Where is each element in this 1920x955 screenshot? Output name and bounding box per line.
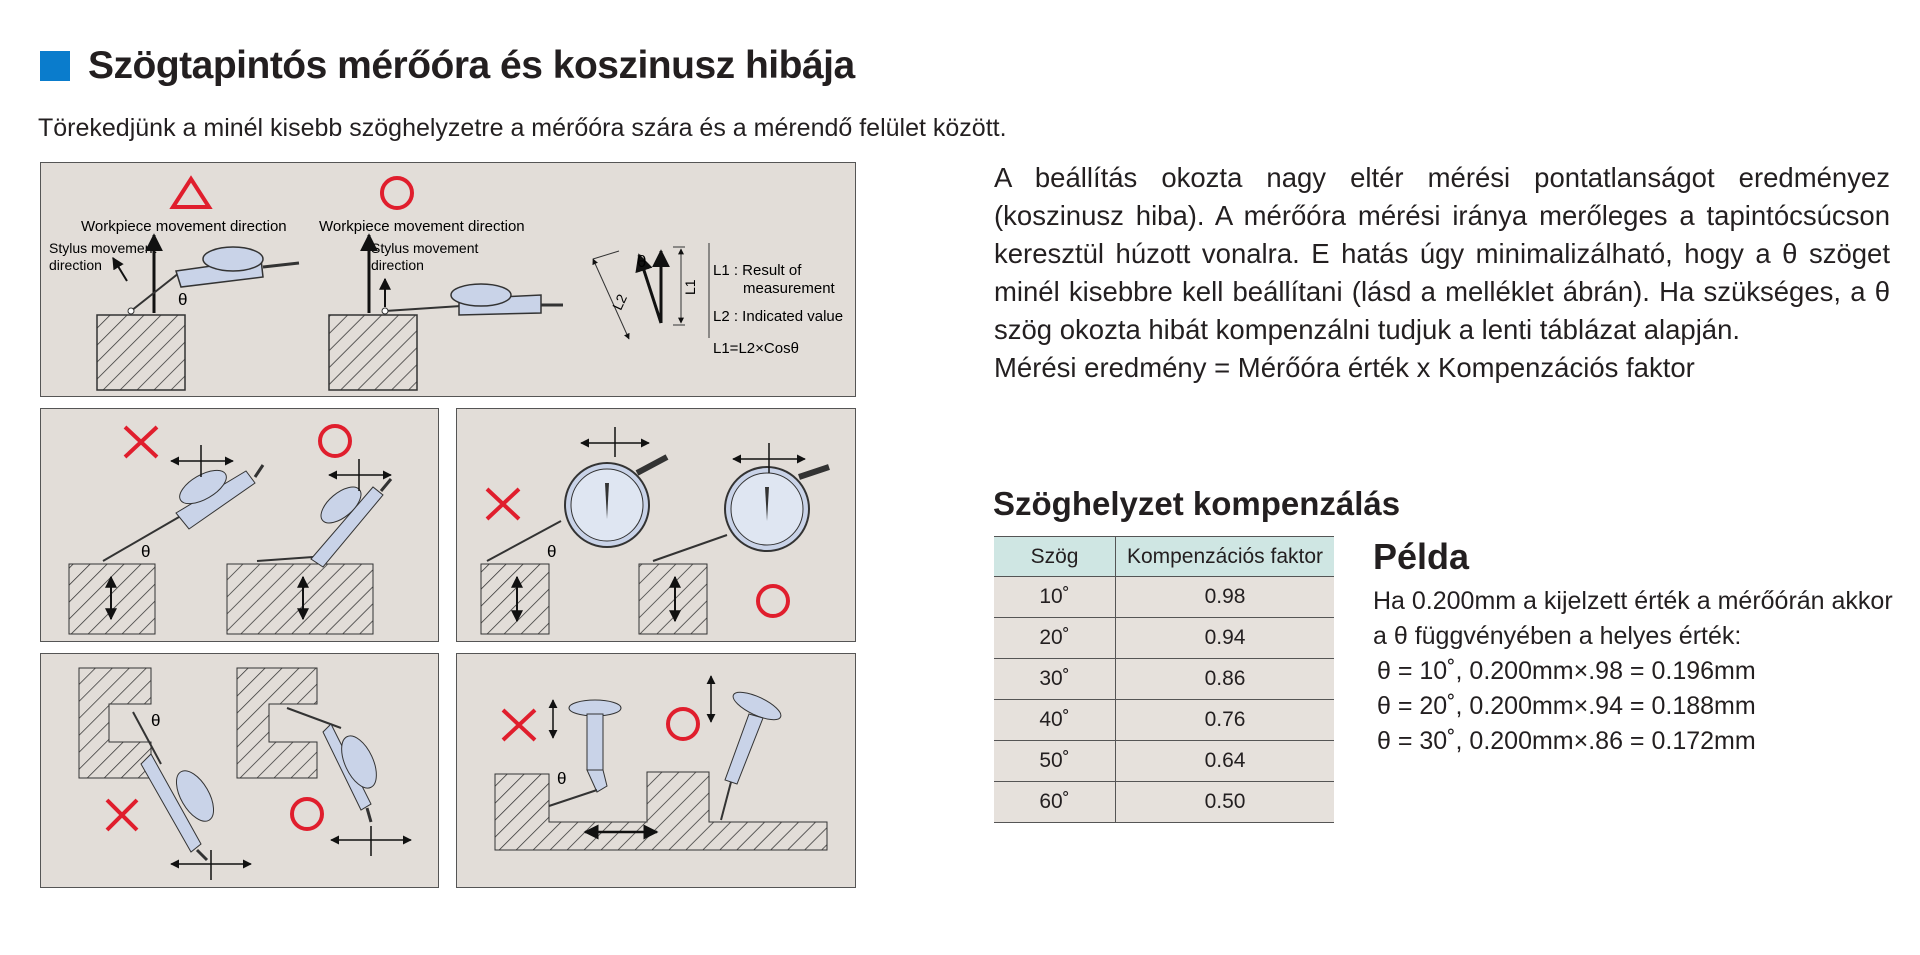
page-title: Szögtapintós mérőóra és koszinusz hibája [88, 44, 855, 87]
subtitle: Törekedjünk a minél kisebb szöghelyzetre a mérőóra szára és a mérendő felület között. [38, 114, 1007, 142]
angle-cell: 60˚ [994, 782, 1116, 823]
compensation-title: Szöghelyzet kompenzálás [993, 485, 1401, 522]
theta-label-4: θ [547, 542, 557, 561]
factor-cell: 0.76 [1116, 700, 1335, 741]
table-row [994, 700, 1334, 741]
cross-mark-icon [503, 710, 535, 740]
angle-cell: 20˚ [994, 618, 1116, 659]
diagram-panel-bottom-left [40, 653, 439, 888]
table-row [994, 618, 1334, 659]
angle-cell: 30˚ [994, 659, 1116, 700]
title-square-icon [40, 51, 70, 81]
cosine-error-diagram [41, 163, 857, 398]
l1-label: L1 [682, 279, 698, 295]
header-angle: Szög [994, 537, 1116, 577]
triangle-mark-icon [173, 179, 209, 207]
example-eq-3: θ = 30˚, 0.200mm×.86 = 0.172mm [1377, 727, 1756, 755]
angle-cell: 40˚ [994, 700, 1116, 741]
l2-label: L2 [608, 291, 631, 313]
diagram-panel-mid-right [456, 408, 856, 642]
indicator-icon-2 [382, 284, 563, 315]
example-line-2: a θ függvényében a helyes érték: [1373, 622, 1742, 650]
description-formula: Mérési eredmény = Mérőóra érték x Kompenzációs faktor [994, 352, 1695, 383]
factor-cell: 0.86 [1116, 659, 1335, 700]
description-block [994, 159, 1890, 387]
stylus-label-2a: Stylus movement [371, 240, 479, 256]
table-header-row [994, 537, 1334, 577]
l2-desc: L2 : Indicated value [713, 308, 844, 325]
cross-mark-icon [107, 800, 137, 830]
stylus-label-2b: direction [371, 257, 424, 273]
circle-mark-icon [758, 586, 788, 616]
compensation-table [994, 536, 1334, 823]
title-row [40, 44, 855, 88]
cross-mark-icon [487, 489, 519, 519]
step-measurement-figure [457, 654, 857, 889]
dial-indicator-figure [457, 409, 857, 643]
workpiece-label-1: Workpiece movement direction [81, 218, 287, 235]
factor-cell: 0.94 [1116, 618, 1335, 659]
diagram-panel-top [40, 162, 856, 397]
theta-label-5: θ [151, 711, 161, 730]
table-row [994, 577, 1334, 618]
circle-mark-icon [292, 799, 322, 829]
angle-cell: 10˚ [994, 577, 1116, 618]
indicator-setup-figure-1 [41, 409, 440, 643]
l1-desc-2: measurement [743, 280, 835, 297]
diagram-panel-mid-left [40, 408, 439, 642]
theta-label-3: θ [141, 542, 151, 561]
table-row [994, 782, 1334, 823]
diagram-panel-bottom-right [456, 653, 856, 888]
example-eq-1: θ = 10˚, 0.200mm×.98 = 0.196mm [1377, 657, 1756, 685]
description-text: A beállítás okozta nagy eltér mérési pontatlanságot eredményez (koszinusz hiba). A mérőóra mérési iránya merőleges a tapintócsúcson keresztül húzott vonalra. E hatás úgy minimalizálható, hogy a θ szöget minél kisebbre kell beállítani (lásd a melléklet ábrán). Ha szükséges, a θ szög okozta hibát kompenzálni tudjuk a lenti táblázat alapján. [994, 162, 1890, 345]
table-row [994, 659, 1334, 700]
theta-label-6: θ [557, 769, 567, 788]
circle-mark-icon [668, 709, 698, 739]
circle-mark-icon [382, 178, 412, 208]
stylus-label-1b: direction [49, 257, 102, 273]
angle-cell: 50˚ [994, 741, 1116, 782]
example-line-1: Ha 0.200mm a kijelzett érték a mérőórán akkor [1373, 587, 1893, 615]
cross-mark-icon [125, 427, 157, 457]
workpiece-label-2: Workpiece movement direction [319, 218, 525, 235]
theta-label-1: θ [178, 290, 188, 309]
theta-label-2: θ [637, 252, 647, 271]
example-title: Példa [1373, 536, 1470, 577]
groove-measurement-figure [41, 654, 440, 889]
formula-label: L1=L2×Cosθ [713, 340, 799, 357]
factor-cell: 0.50 [1116, 782, 1335, 823]
factor-cell: 0.98 [1116, 577, 1335, 618]
l1-desc-1: L1 : Result of [713, 262, 802, 279]
example-eq-2: θ = 20˚, 0.200mm×.94 = 0.188mm [1377, 692, 1756, 720]
header-factor: Kompenzációs faktor [1116, 537, 1335, 577]
circle-mark-icon [320, 426, 350, 456]
table-row [994, 741, 1334, 782]
factor-cell: 0.64 [1116, 741, 1335, 782]
example-block [1373, 584, 1893, 759]
stylus-label-1a: Stylus movement [49, 240, 157, 256]
